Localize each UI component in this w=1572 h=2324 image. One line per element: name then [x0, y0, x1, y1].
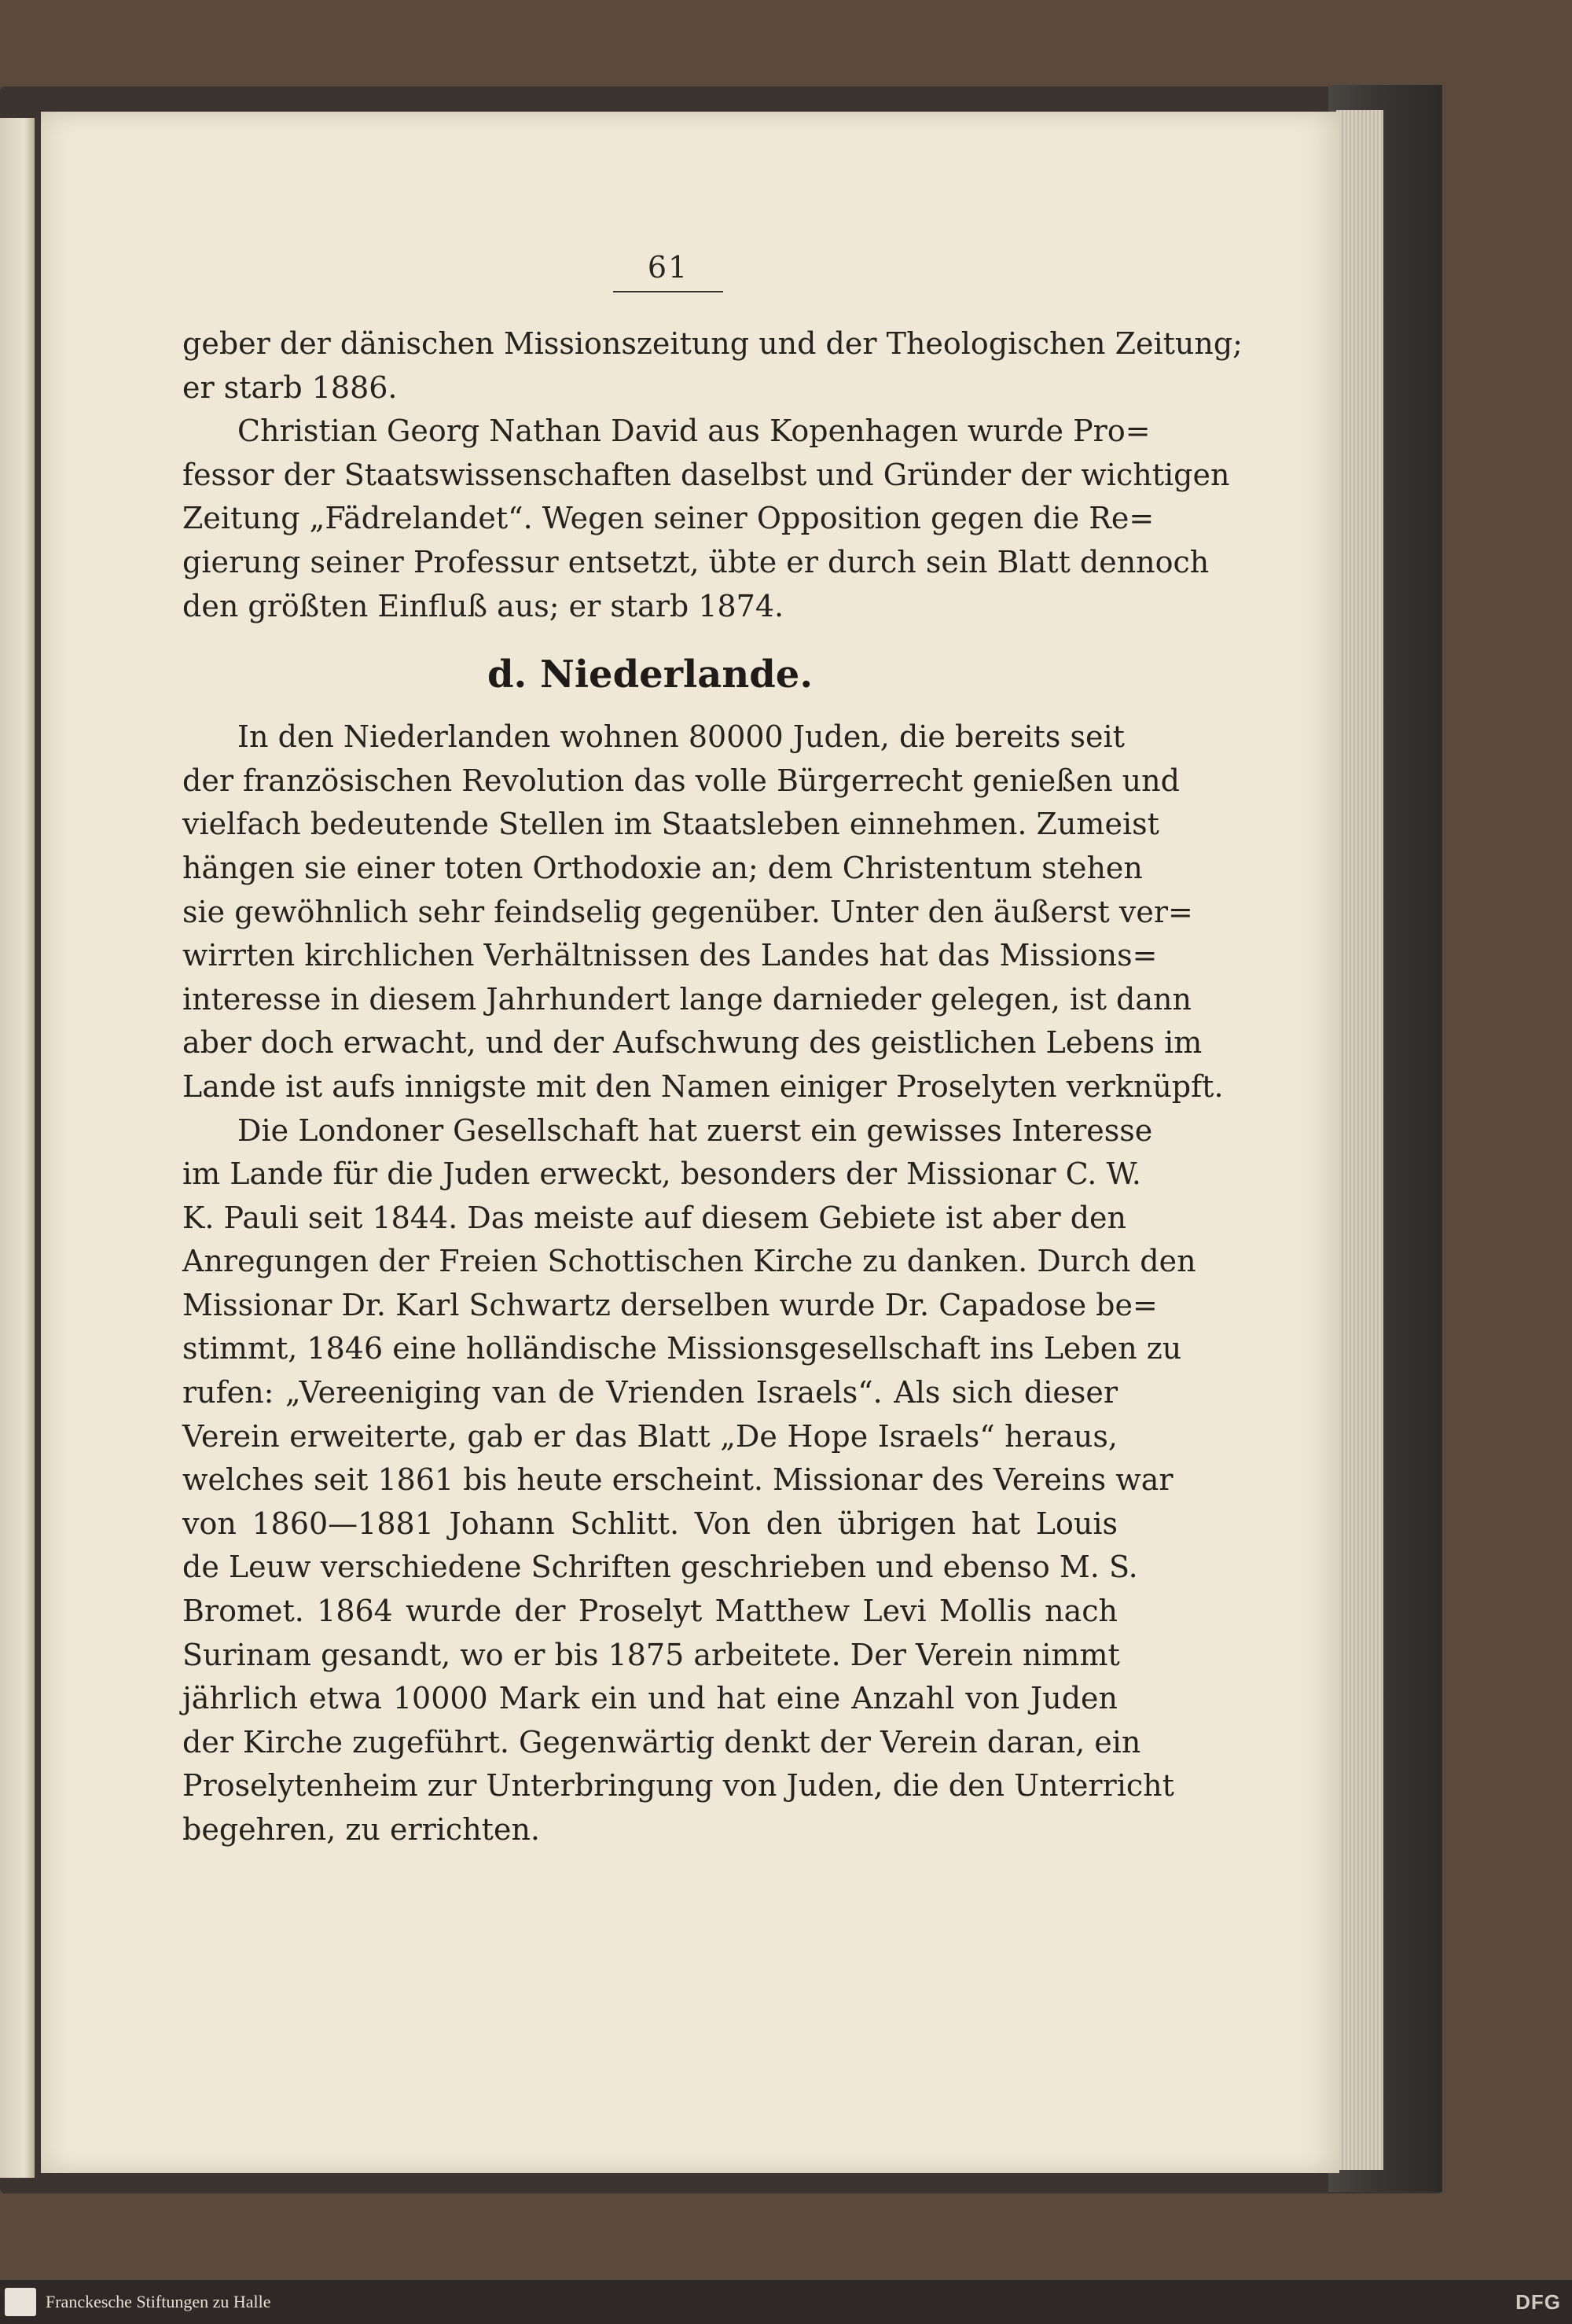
text-line: vielfach bedeutende Stellen im Staatsleben einnehmen. Zumeist — [182, 807, 1159, 842]
footer-bar — [0, 2280, 1572, 2324]
text-line: jährlich etwa 10000 Mark ein und hat eine Anzahl von Juden — [182, 1681, 1118, 1716]
text-line: Zeitung „Fädrelandet“. Wegen seiner Opposition gegen die Re= — [182, 501, 1155, 536]
text-line: Bromet. 1864 wurde der Proselyt Matthew Levi Mollis nach — [182, 1594, 1118, 1629]
text-line: Verein erweiterte, gab er das Blatt „De Hope Israels“ heraus, — [182, 1418, 1118, 1454]
text-line: der Kirche zugeführt. Gegenwärtig denkt der Verein daran, ein — [182, 1724, 1141, 1760]
institution-name: Franckesche Stiftungen zu Halle — [46, 2292, 271, 2311]
text-line: stimmt, 1846 eine holländische Missionsgesellschaft ins Leben zu — [182, 1331, 1182, 1366]
text-line: geber der dänischen Missionszeitung und der Theologischen Zeitung; — [182, 326, 1243, 361]
text-line: aber doch erwacht, und der Aufschwung des geistlichen Lebens im — [182, 1025, 1203, 1061]
text-line: der französischen Revolution das volle Bürgerrecht genießen und — [182, 763, 1180, 798]
text-line: rufen: „Vereeniging van de Vrienden Israels“. Als sich dieser — [182, 1375, 1118, 1410]
text-line: den größten Einfluß aus; er starb 1874. — [182, 588, 784, 623]
text-line: Missionar Dr. Karl Schwartz derselben wurde Dr. Capadose be= — [182, 1287, 1158, 1322]
page-edges — [1336, 110, 1383, 2170]
text-line: Die Londoner Gesellschaft hat zuerst ein gewisses Interesse — [237, 1112, 1153, 1148]
section-heading: d. Niederlande. — [487, 653, 814, 697]
text-line: Surinam gesandt, wo er bis 1875 arbeitete. Der Verein nimmt — [182, 1637, 1120, 1672]
text-line: Anregungen der Freien Schottischen Kirche zu danken. Durch den — [182, 1244, 1196, 1279]
text-line: de Leuw verschiedene Schriften geschrieben und ebenso M. S. — [182, 1550, 1138, 1585]
page-text — [182, 322, 1243, 1852]
text-line: K. Pauli seit 1844. Das meiste auf diesem Gebiete ist aber den — [182, 1200, 1126, 1235]
text-line: In den Niederlanden wohnen 80000 Juden, die bereits seit — [237, 719, 1125, 755]
text-line: sie gewöhnlich sehr feindselig gegenüber. Unter den äußerst ver= — [182, 894, 1193, 929]
text-line: Proselytenheim zur Unterbringung von Juden, die den Unterricht — [182, 1768, 1174, 1804]
text-line: Christian Georg Nathan David aus Kopenhagen wurde Pro= — [237, 414, 1151, 449]
text-line: im Lande für die Juden erweckt, besonders der Missionar C. W. — [182, 1156, 1141, 1192]
left-page-sliver — [0, 118, 35, 2178]
text-line: gierung seiner Professur entsetzt, übte er durch sein Blatt dennoch — [182, 544, 1210, 579]
text-line: interesse in diesem Jahrhundert lange darnieder gelegen, ist dann — [182, 981, 1192, 1017]
page-number: 61 — [613, 250, 723, 292]
text-line: wirrten kirchlichen Verhältnissen des Landes hat das Missions= — [182, 938, 1158, 973]
text-line: fessor der Staatswissenschaften daselbst und Gründer der wichtigen — [182, 457, 1230, 492]
dfg-logo: DFG — [1515, 2290, 1561, 2314]
institution-logo-icon — [5, 2288, 36, 2316]
text-line: Lande ist aufs innigste mit den Namen einiger Proselyten verknüpft. — [182, 1068, 1224, 1104]
text-line: er starb 1886. — [182, 370, 398, 405]
text-line: hängen sie einer toten Orthodoxie an; dem Christentum stehen — [182, 850, 1143, 885]
text-line: welches seit 1861 bis heute erscheint. Missionar des Vereins war — [182, 1462, 1173, 1498]
text-line: von 1860—1881 Johann Schlitt. Von den übrigen hat Louis — [182, 1506, 1118, 1541]
text-line: begehren, zu errichten. — [182, 1812, 540, 1847]
